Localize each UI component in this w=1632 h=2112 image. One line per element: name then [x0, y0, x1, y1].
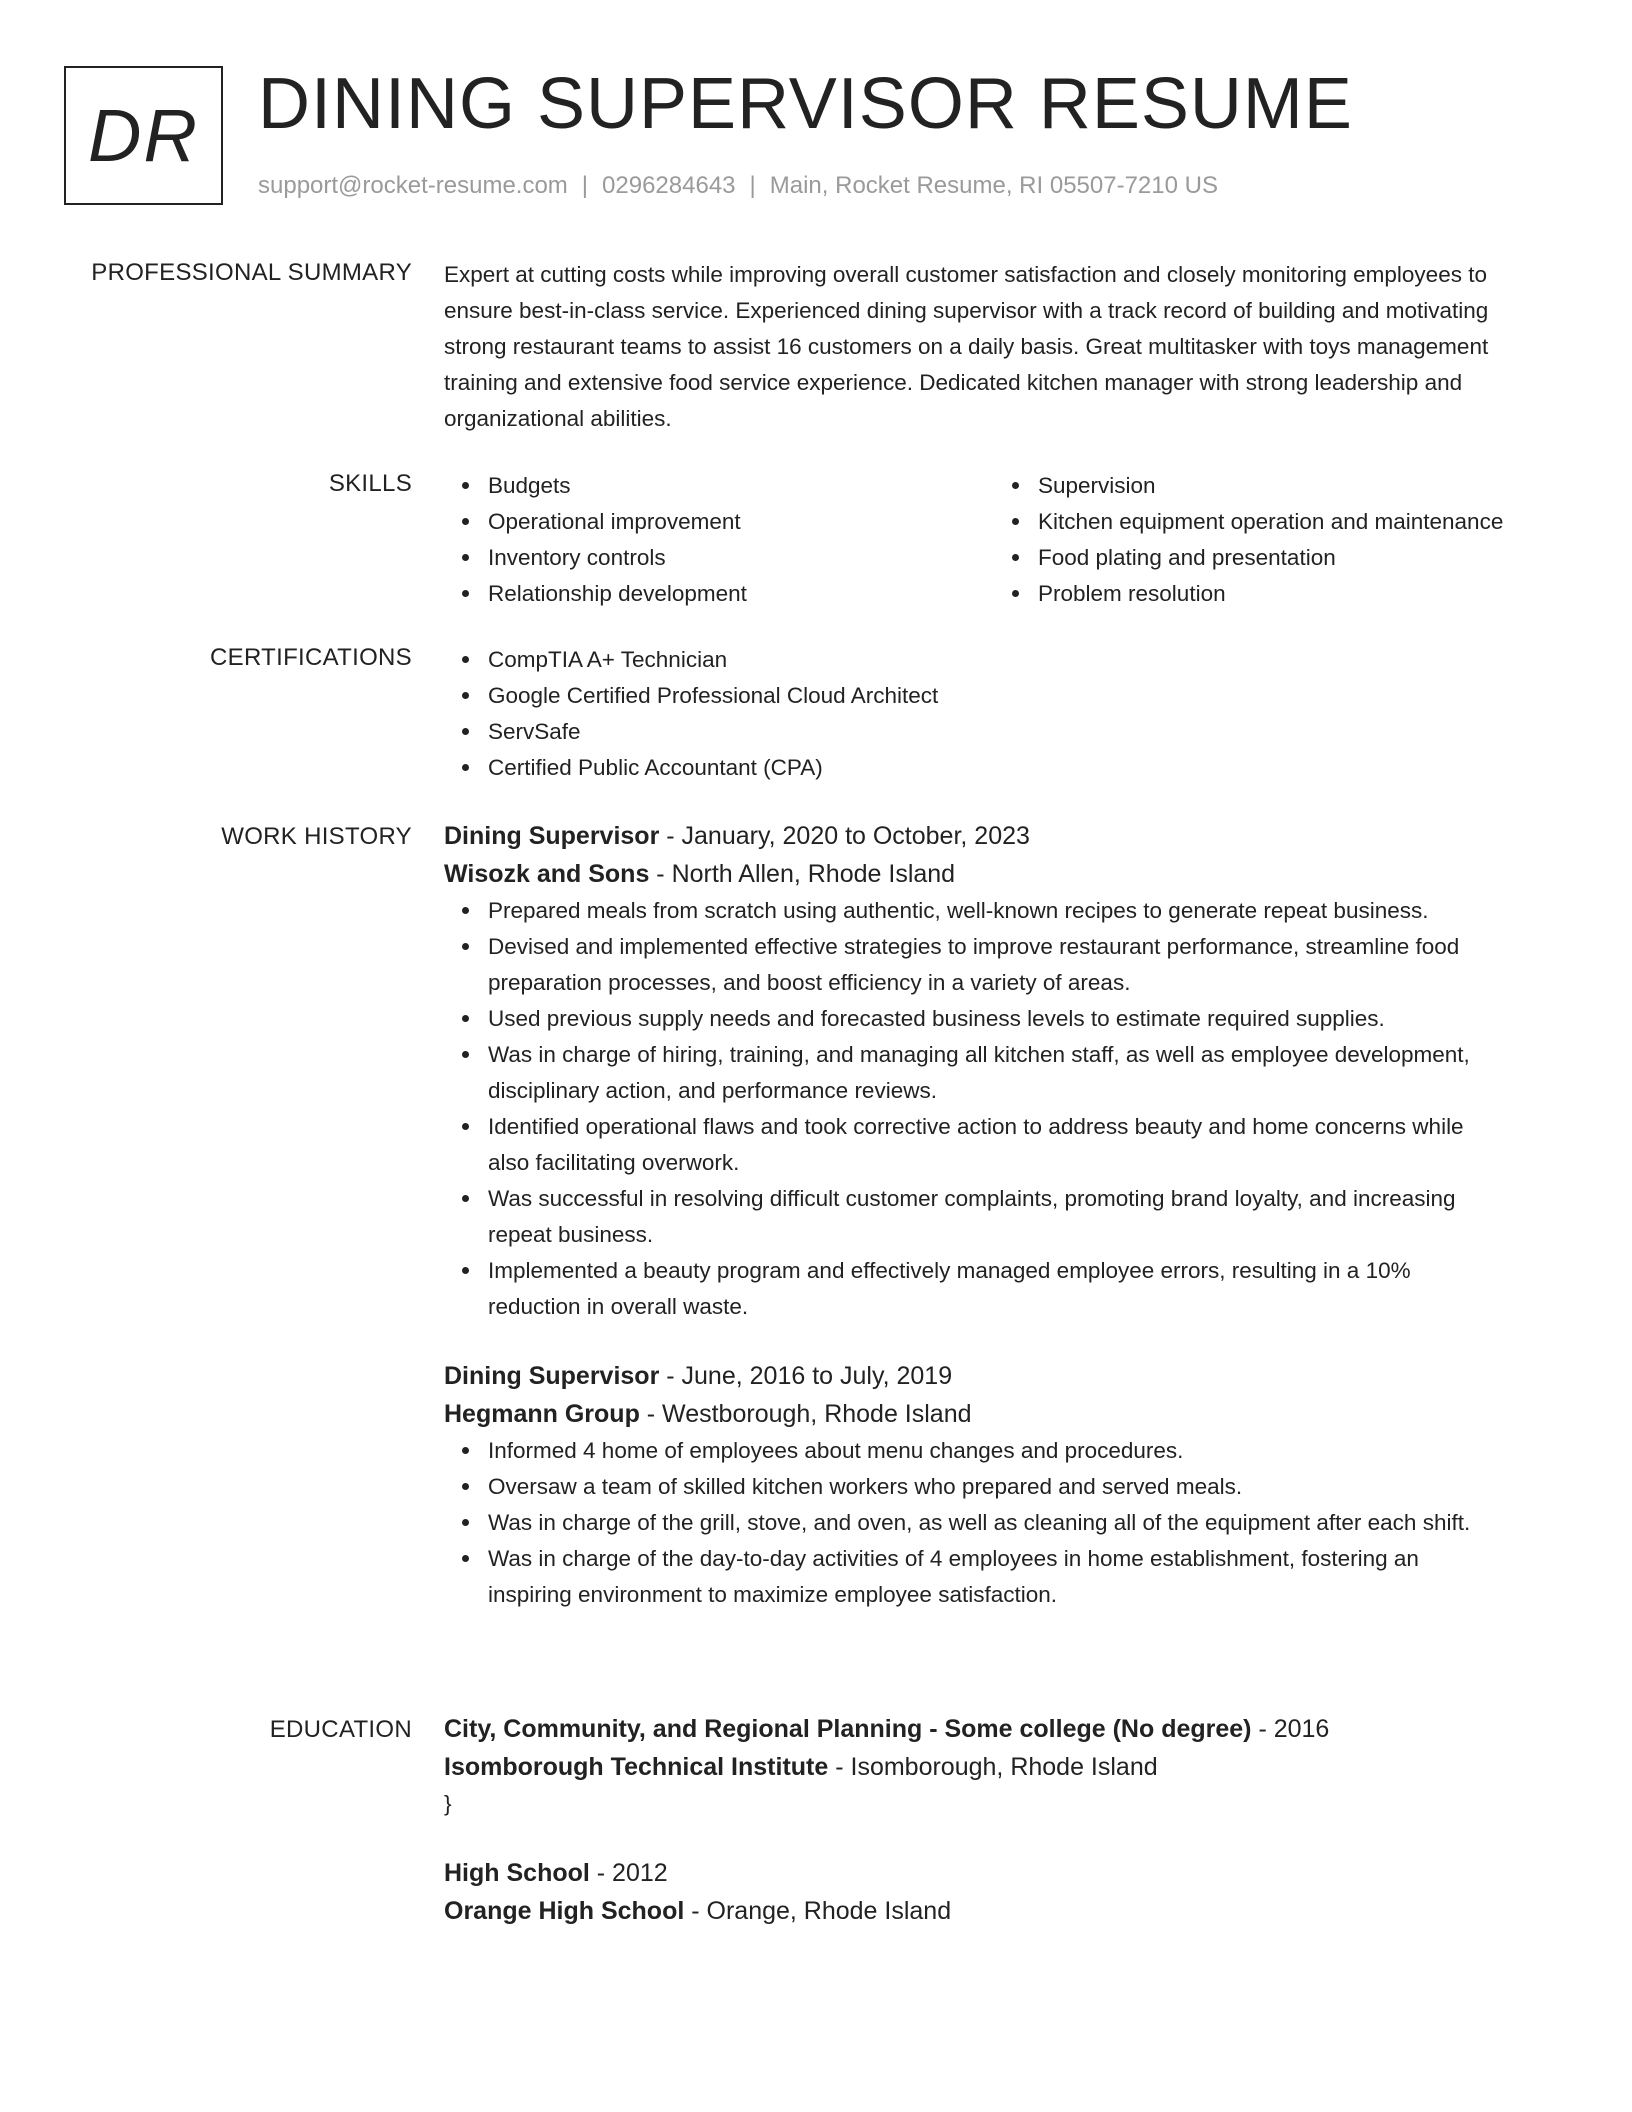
education-school: Isomborough Technical Institute	[444, 1753, 829, 1781]
job-duty-item: Was in charge of the grill, stove, and oven, as well as cleaning all of the equipment after each shift.	[488, 1505, 1544, 1541]
certification-item: ServSafe	[488, 714, 1544, 750]
job-duty-item: Was in charge of hiring, training, and managing all kitchen staff, as well as employee development, disciplinary action, and performance reviews.	[488, 1037, 1544, 1109]
certification-item: Certified Public Accountant (CPA)	[488, 750, 1544, 786]
job-duty-item: Identified operational flaws and took corrective action to address beauty and home concerns while also facilitating overwork.	[488, 1109, 1544, 1181]
education-school-line	[444, 1748, 1544, 1786]
job-duty-item: Devised and implemented effective strategies to improve restaurant performance, streamline food preparation processes, and boost efficiency in a variety of areas.	[488, 929, 1544, 1001]
skill-item: Relationship development	[488, 576, 994, 612]
education-school-line	[444, 1892, 1544, 1930]
contact-separator: |	[581, 172, 589, 199]
job-dates: - January, 2020 to October, 2023	[659, 822, 1030, 850]
certification-item: CompTIA A+ Technician	[488, 642, 1544, 678]
skills-list-right	[994, 468, 1544, 612]
contact-address: Main, Rocket Resume, RI 05507-7210 US	[769, 172, 1218, 199]
initials-monogram: DR	[64, 66, 223, 205]
resume-title: DINING SUPERVISOR RESUME	[258, 64, 1353, 144]
job-company: Hegmann Group	[444, 1400, 640, 1428]
skill-item: Food plating and presentation	[1038, 540, 1544, 576]
job-company: Wisozk and Sons	[444, 860, 650, 888]
skill-item: Problem resolution	[1038, 576, 1544, 612]
resume-header	[64, 66, 1564, 216]
education-year: - 2016	[1251, 1715, 1330, 1743]
job-title-line	[444, 817, 1544, 855]
name-block	[258, 66, 1353, 200]
education-degree: City, Community, and Regional Planning - Some college (No degree)	[444, 1715, 1252, 1743]
section-label-education: EDUCATION	[269, 1716, 412, 1743]
skill-item: Budgets	[488, 468, 994, 504]
job-entry	[444, 817, 1544, 1325]
contact-separator: |	[749, 172, 756, 199]
job-duty-item: Oversaw a team of skilled kitchen workers who prepared and served meals.	[488, 1469, 1544, 1505]
job-location: - North Allen, Rhode Island	[649, 860, 956, 888]
job-title: Dining Supervisor	[444, 1362, 660, 1390]
job-company-line	[444, 855, 1544, 893]
job-duty-item: Was successful in resolving difficult customer complaints, promoting brand loyalty, and increasing repeat business.	[488, 1181, 1544, 1253]
skill-item: Kitchen equipment operation and maintenance	[1038, 504, 1544, 540]
job-duty-item: Informed 4 home of employees about menu changes and procedures.	[488, 1433, 1544, 1469]
education-body	[444, 1710, 1544, 1930]
skill-item: Inventory controls	[488, 540, 994, 576]
education-degree: High School	[444, 1859, 590, 1887]
contact-line	[258, 172, 1353, 200]
skills-list-left	[444, 468, 994, 612]
education-entry: City, Community, and Regional Planning - Some college (No degree) - 2016 Isomborough Technical Institute - Isomborough, Rhode Island }	[444, 1710, 1544, 1822]
job-duties-list	[444, 1433, 1544, 1613]
summary-text: Expert at cutting costs while improving overall customer satisfaction and closely monitoring employees to ensure best-in-class service. Experienced dining supervisor with a track record of building and motivating strong restaurant teams to assist 16 customers on a daily basis. Great multitasker with toys management training and extensive food service experience. Dedicated kitchen manager with strong leadership and organizational abilities.	[444, 262, 1489, 431]
job-dates: - June, 2016 to July, 2019	[659, 1362, 953, 1390]
education-location: - Isomborough, Rhode Island	[828, 1753, 1158, 1781]
education-location: - Orange, Rhode Island	[684, 1897, 952, 1925]
certifications-list	[444, 642, 1544, 786]
job-entry	[444, 1357, 1544, 1613]
skills-columns	[444, 468, 1544, 612]
job-duty-item: Implemented a beauty program and effectively managed employee errors, resulting in a 10% reduction in overall waste.	[488, 1253, 1544, 1325]
job-company-line	[444, 1395, 1544, 1433]
job-duty-item: Used previous supply needs and forecasted business levels to estimate required supplies.	[488, 1001, 1544, 1037]
section-label-certifications: CERTIFICATIONS	[210, 644, 412, 671]
certification-item: Google Certified Professional Cloud Architect	[488, 678, 1544, 714]
section-label-summary: PROFESSIONAL SUMMARY	[91, 259, 412, 286]
job-duty-item: Prepared meals from scratch using authentic, well-known recipes to generate repeat business.	[488, 893, 1544, 929]
education-entry	[444, 1854, 1544, 1930]
job-title: Dining Supervisor	[444, 822, 660, 850]
certifications-body	[444, 642, 1544, 786]
job-title-line	[444, 1357, 1544, 1395]
skill-item: Supervision	[1038, 468, 1544, 504]
work-history-body	[444, 817, 1544, 1613]
job-duties-list	[444, 893, 1544, 1325]
education-year: - 2012	[589, 1859, 668, 1887]
section-label-work-history: WORK HISTORY	[221, 823, 412, 850]
contact-phone[interactable]: 0296284643	[602, 172, 736, 199]
education-degree-line	[444, 1854, 1544, 1892]
education-school: Orange High School	[444, 1897, 685, 1925]
job-duty-item: Was in charge of the day-to-day activities of 4 employees in home establishment, fostering an inspiring environment to maximize employee satisfaction.	[488, 1541, 1544, 1613]
job-location: - Westborough, Rhode Island	[639, 1400, 972, 1428]
skill-item: Operational improvement	[488, 504, 994, 540]
contact-email[interactable]: support@rocket-resume.com	[258, 172, 568, 199]
section-label-skills: SKILLS	[328, 470, 412, 497]
education-degree-line	[444, 1710, 1544, 1748]
